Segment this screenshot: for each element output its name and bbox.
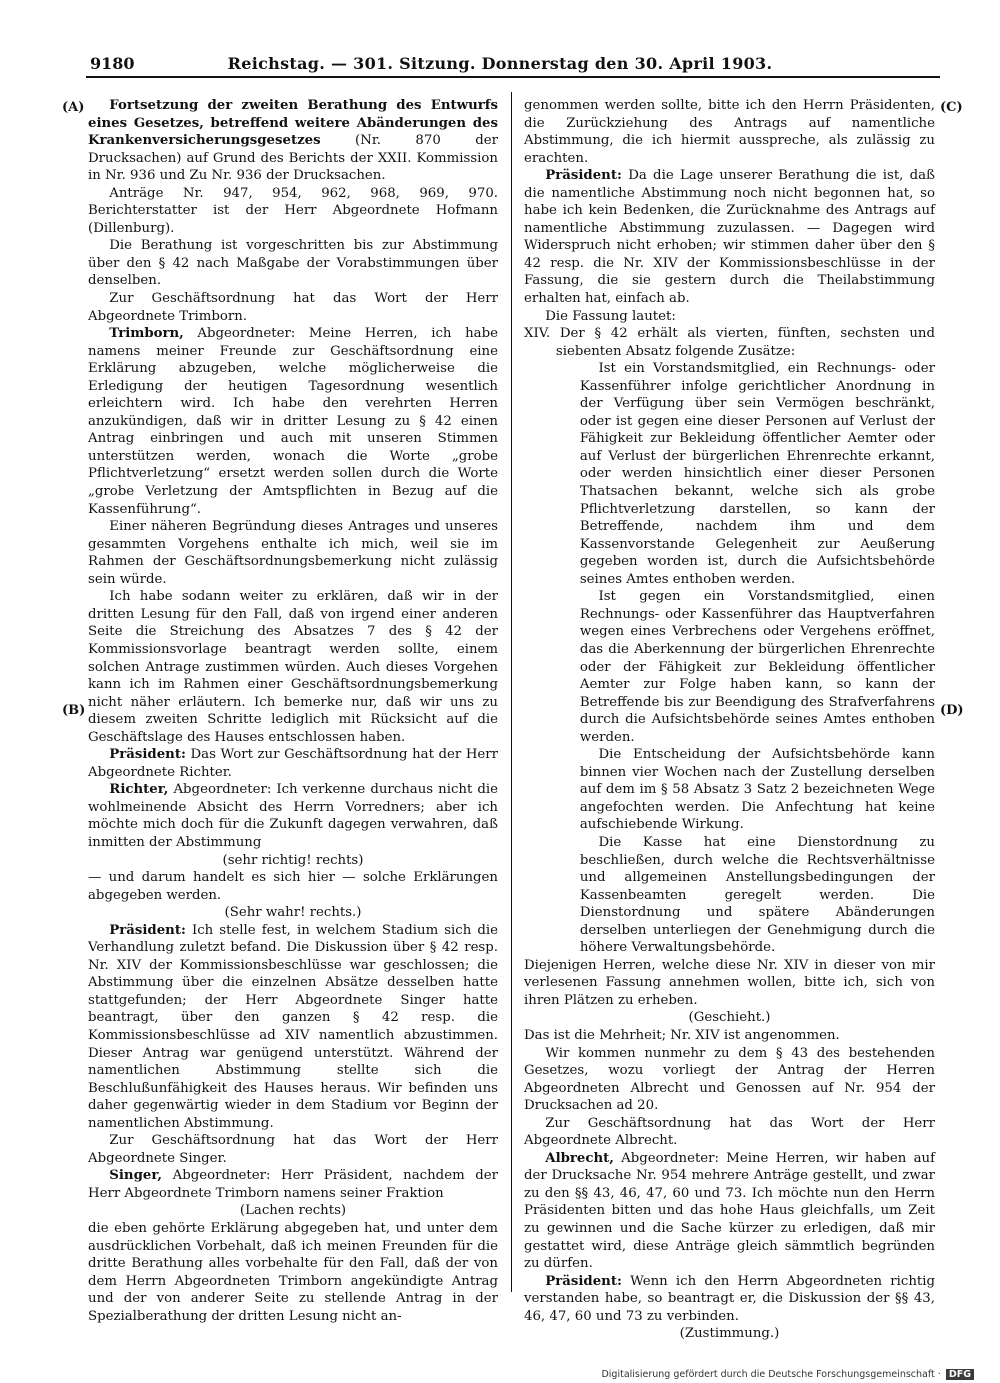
right-column (524, 97, 935, 1343)
speech-text: Da die Lage unserer Berathung die ist, daß die namentliche Abstimmung noch nicht begonnen hat, so habe ich kein Bedenken, die Zurücknahme des Antrags auf namentliche Abstimmung zuzulassen. — Dagegen wird Widerspruch nicht erhoben; wir stimmen daher über den § 42 resp. die Nr. XIV der Kommissionsbeschlüsse in der Fassung, die sie gestern durch die Theilabstimmung erhalten hat, einfach ab. (524, 168, 935, 307)
amendment-heading: XIV. Der § 42 erhält als vierten, fünften, sechsten und siebenten Absatz folgende Zusätze: (524, 326, 935, 359)
paragraph: genommen werden sollte, bitte ich den Herrn Präsidenten, die Zurückziehung des Antrags auf namentliche Abstimmung, die ich hiermit ausspreche, als zulässig zu erachten. (524, 98, 935, 166)
speaker-name: Präsident: (109, 747, 186, 763)
paragraph: die eben gehörte Erklärung abgegeben hat, und unter dem ausdrücklichen Vorbehalt, daß ich meinen Freunden für die dritte Berathung alles vorbehalte für den Fall, daß der von dem Herrn Abgeordneten Trimborn angekündigte Antrag und der von anderer Seite zu stellende Antrag in der Spezialberathung der dritten Lesung nicht an- (88, 1221, 498, 1324)
speech (524, 167, 935, 307)
speaker-name: Präsident: (545, 168, 622, 184)
running-title: Reichstag. — 301. Sitzung. Donnerstag den 30. April 1903. (227, 54, 773, 73)
speech-text: Abgeordneter: Meine Herren, wir haben auf der Drucksache Nr. 954 mehrere Anträge gestellt, und zwar zu den §§ 43, 46, 47, 60 und 73. Ich möchte nun den Herrn Präsidenten bitten und das hohe Haus gleichfalls, um Zeit zu gewinnen und die Sache kürzer zu erledigen, daß mir gestattet wird, diese Anträge gleich sämmtlich begründen zu dürfen. (524, 1150, 935, 1272)
paragraph: Anträge Nr. 947, 954, 962, 968, 969, 970. Berichterstatter ist der Herr Abgeordnete Hofmann (Dillenburg). (88, 185, 498, 236)
paragraph: Ich habe sodann weiter zu erklären, daß wir in der dritten Lesung für den Fall, daß von irgend einer anderen Seite die Streichung des Absatzes 7 des § 42 der Kommissionsvorlage beantragt werden sollte, einem solchen Antrage zustimmen würden. Auch dieses Vorgehen kann ich im Rahmen einer Geschäftsordnungsbemerkung nicht näher erläutern. Ich bemerke nur, daß wir uns zu diesem zweiten Schritte lediglich mit Rücksicht auf die Geschäftslage des Hauses entschlossen haben. (88, 589, 498, 745)
speaker-name: Präsident: (545, 1273, 622, 1289)
dfg-logo: DFG (946, 1369, 974, 1380)
paragraph: Diejenigen Herren, welche diese Nr. XIV in dieser von mir verlesenen Fassung annehmen wollen, bitte ich, sich von ihren Plätzen zu erheben. (524, 957, 935, 1008)
speech (88, 922, 498, 1133)
digitization-footer (601, 1369, 974, 1380)
amendment-paragraph: Die Kasse hat eine Dienstordnung zu beschließen, durch welche die Rechtsverhältnisse und allgemeinen Anstellungsbedingungen der Kassenbeamten geregelt werden. Die Dienstordnung und spätere Abänderungen derselben unterliegen der Genehmigung durch die höhere Verwaltungsbehörde. (579, 834, 935, 956)
speaker-name: Albrecht, (545, 1150, 614, 1166)
agenda-title: Fortsetzung der zweiten Berathung des Entwurfs eines Gesetzes, betreffend weitere Abänderungen des Krankenversicherungsgesetzes (88, 98, 498, 149)
column-divider (511, 92, 512, 1292)
amendment-paragraph: Ist gegen ein Vorstandsmitglied, einen Rechnungs- oder Kassenführer das Hauptverfahren wegen eines Verbrechens oder Vergehens eröffnet, das die Aberkennung der bürgerlichen Ehrenrechte oder der Fähigkeit zur Bekleidung öffentlicher Aemter zur Folge haben kann, so kann der Betreffende bis zur Beendigung des Strafverfahrens durch die Aufsichtsbehörde seines Amtes enthoben werden. (579, 589, 935, 745)
amendment-paragraph: Ist ein Vorstandsmitglied, ein Rechnungs- oder Kassenführer infolge gerichtlicher Anordnung in der Verfügung über sein Vermögen beschränkt, oder ist gegen eine dieser Personen auf Verlust der Fähigkeit zur Bekleidung öffentlicher Aemter oder auf Verlust der bürgerlichen Ehrenrechte erkannt, oder werden hinsichtlich einer dieser Personen Thatsachen bekannt, welche sich als grobe Pflichtverletzung darstellen, so kann der Betreffende, nachdem ihm und dem Kassenvorstande Gelegenheit zur Aeußerung gegeben worden ist, durch die Aufsichtsbehörde seines Amtes enthoben werden. (579, 361, 935, 587)
speech-text: Abgeordneter: Herr Präsident, nachdem der Herr Abgeordnete Trimborn namens seiner Fraktion (88, 1168, 498, 1201)
speech (88, 1167, 498, 1202)
page-header (60, 44, 940, 74)
speech (524, 1273, 935, 1326)
amendment-paragraph: Die Entscheidung der Aufsichtsbehörde kann binnen vier Wochen nach der Zustellung derselben auf dem im § 58 Absatz 3 Satz 2 bezeichneten Wege angefochten werden. Die Anfechtung hat keine aufschiebende Wirkung. (579, 747, 935, 833)
interjection: (Geschieht.) (688, 1010, 771, 1026)
margin-marker-b: (B) (62, 703, 86, 718)
margin-marker-c: (C) (940, 100, 963, 115)
paragraph: Einer näheren Begründung dieses Antrages und unseres gesammten Vorgehens enthalte ich mich, weil sie im Rahmen der Geschäftsordnungsbemerkung nicht zulässig sein würde. (88, 519, 498, 587)
paragraph: Zur Geschäftsordnung hat das Wort der Herr Abgeordnete Albrecht. (524, 1115, 935, 1149)
speech (88, 325, 498, 518)
paragraph: Wir kommen nunmehr zu dem § 43 des bestehenden Gesetzes, wozu vorliegt der Antrag der Herren Abgeordneten Albrecht und Genossen auf Nr. 954 der Drucksachen ad 20. (524, 1045, 935, 1114)
speech-text: Abgeordneter: Ich verkenne durchaus nicht die wohlmeinende Absicht des Herrn Vorredners; aber ich möchte mich doch für die Zukunft dagegen verwahren, daß inmitten der Abstimmung (88, 782, 498, 850)
paragraph: Das ist die Mehrheit; Nr. XIV ist angenommen. (524, 1027, 840, 1043)
amendment-text (524, 360, 935, 957)
margin-marker-d: (D) (940, 703, 964, 718)
speaker-name: Richter, (109, 782, 169, 798)
interjection: (Lachen rechts) (239, 1203, 347, 1219)
agenda-rest: (Nr. 870 der Drucksachen) auf Grund des Berichts der XXII. Kommission in Nr. 936 und Zu Nr. 936 der Drucksachen. (88, 133, 498, 184)
agenda-item (88, 97, 498, 185)
page-number: 9180 (90, 54, 135, 73)
interjection: (Zustimmung.) (679, 1326, 780, 1342)
speech (88, 746, 498, 781)
speaker-name: Präsident: (109, 922, 186, 938)
speech-text: Ich stelle fest, in welchem Stadium sich die Verhandlung zuletzt befand. Die Diskussion über § 42 resp. Nr. XIV der Kommissionsbeschlüsse war geschlossen; die Abstimmung über die einzelnen Absätze desselben hatte stattgefunden; der Herr Abgeordnete Singer hatte beantragt, über den ganzen § 42 resp. die Kommissionsbeschlüsse ad XIV namentlich abzustimmen. Dieser Antrag war genügend unterstützt. Während der namentlichen Abstimmung stellte sich die Beschlußunfähigkeit des Hauses heraus. Wir befinden uns daher gegenwärtig wieder in dem Stadium vor Beginn der namentlichen Abstimmung. (88, 922, 498, 1131)
speech (88, 781, 498, 851)
speech-text: Abgeordneter: Meine Herren, ich habe namens meiner Freunde zur Geschäftsordnung eine Erklärung abzugeben, welche möglicherweise die Erledigung der heutigen Tagesordnung wesentlich erleichtern wird. Ich habe den verehrten Herren anzukündigen, daß wir in dritter Lesung zu § 42 einen Antrag einbringen und auch mit unseren Stimmen unterstützen werden, wonach die Worte „grobe Pflichtverletzung“ ersetzt werden sollen durch die Worte „grobe Verletzung der Amtspflichten in Bezug auf die Kassenführung“. (88, 326, 498, 517)
speaker-name: Singer, (109, 1168, 163, 1184)
speech-text: Wenn ich den Herrn Abgeordneten richtig verstanden habe, so beantragt er, die Diskussion der §§ 43, 46, 47, 60 und 73 zu verbinden. (524, 1273, 935, 1324)
interjection: (sehr richtig! rechts) (222, 852, 364, 868)
paragraph: Die Fassung lautet: (545, 308, 676, 324)
header-rule (86, 76, 940, 78)
paragraph: Zur Geschäftsordnung hat das Wort der Herr Abgeordnete Singer. (88, 1133, 498, 1166)
left-column (88, 97, 498, 1325)
interjection: (Sehr wahr! rechts.) (224, 905, 362, 921)
margin-marker-a: (A) (62, 100, 85, 115)
paragraph: Die Berathung ist vorgeschritten bis zur Abstimmung über den § 42 nach Maßgabe der Vorabstimmungen über denselben. (88, 238, 498, 289)
speech-text: Das Wort zur Geschäftsordnung hat der Herr Abgeordnete Richter. (88, 747, 498, 780)
paragraph: — und darum handelt es sich hier — solche Erklärungen abgegeben werden. (88, 870, 498, 903)
paragraph: Zur Geschäftsordnung hat das Wort der Herr Abgeordnete Trimborn. (88, 291, 498, 324)
speech (524, 1150, 935, 1273)
speaker-name: Trimborn, (109, 326, 184, 342)
footer-text: Digitalisierung gefördert durch die Deutsche Forschungsgemeinschaft · (601, 1369, 941, 1380)
